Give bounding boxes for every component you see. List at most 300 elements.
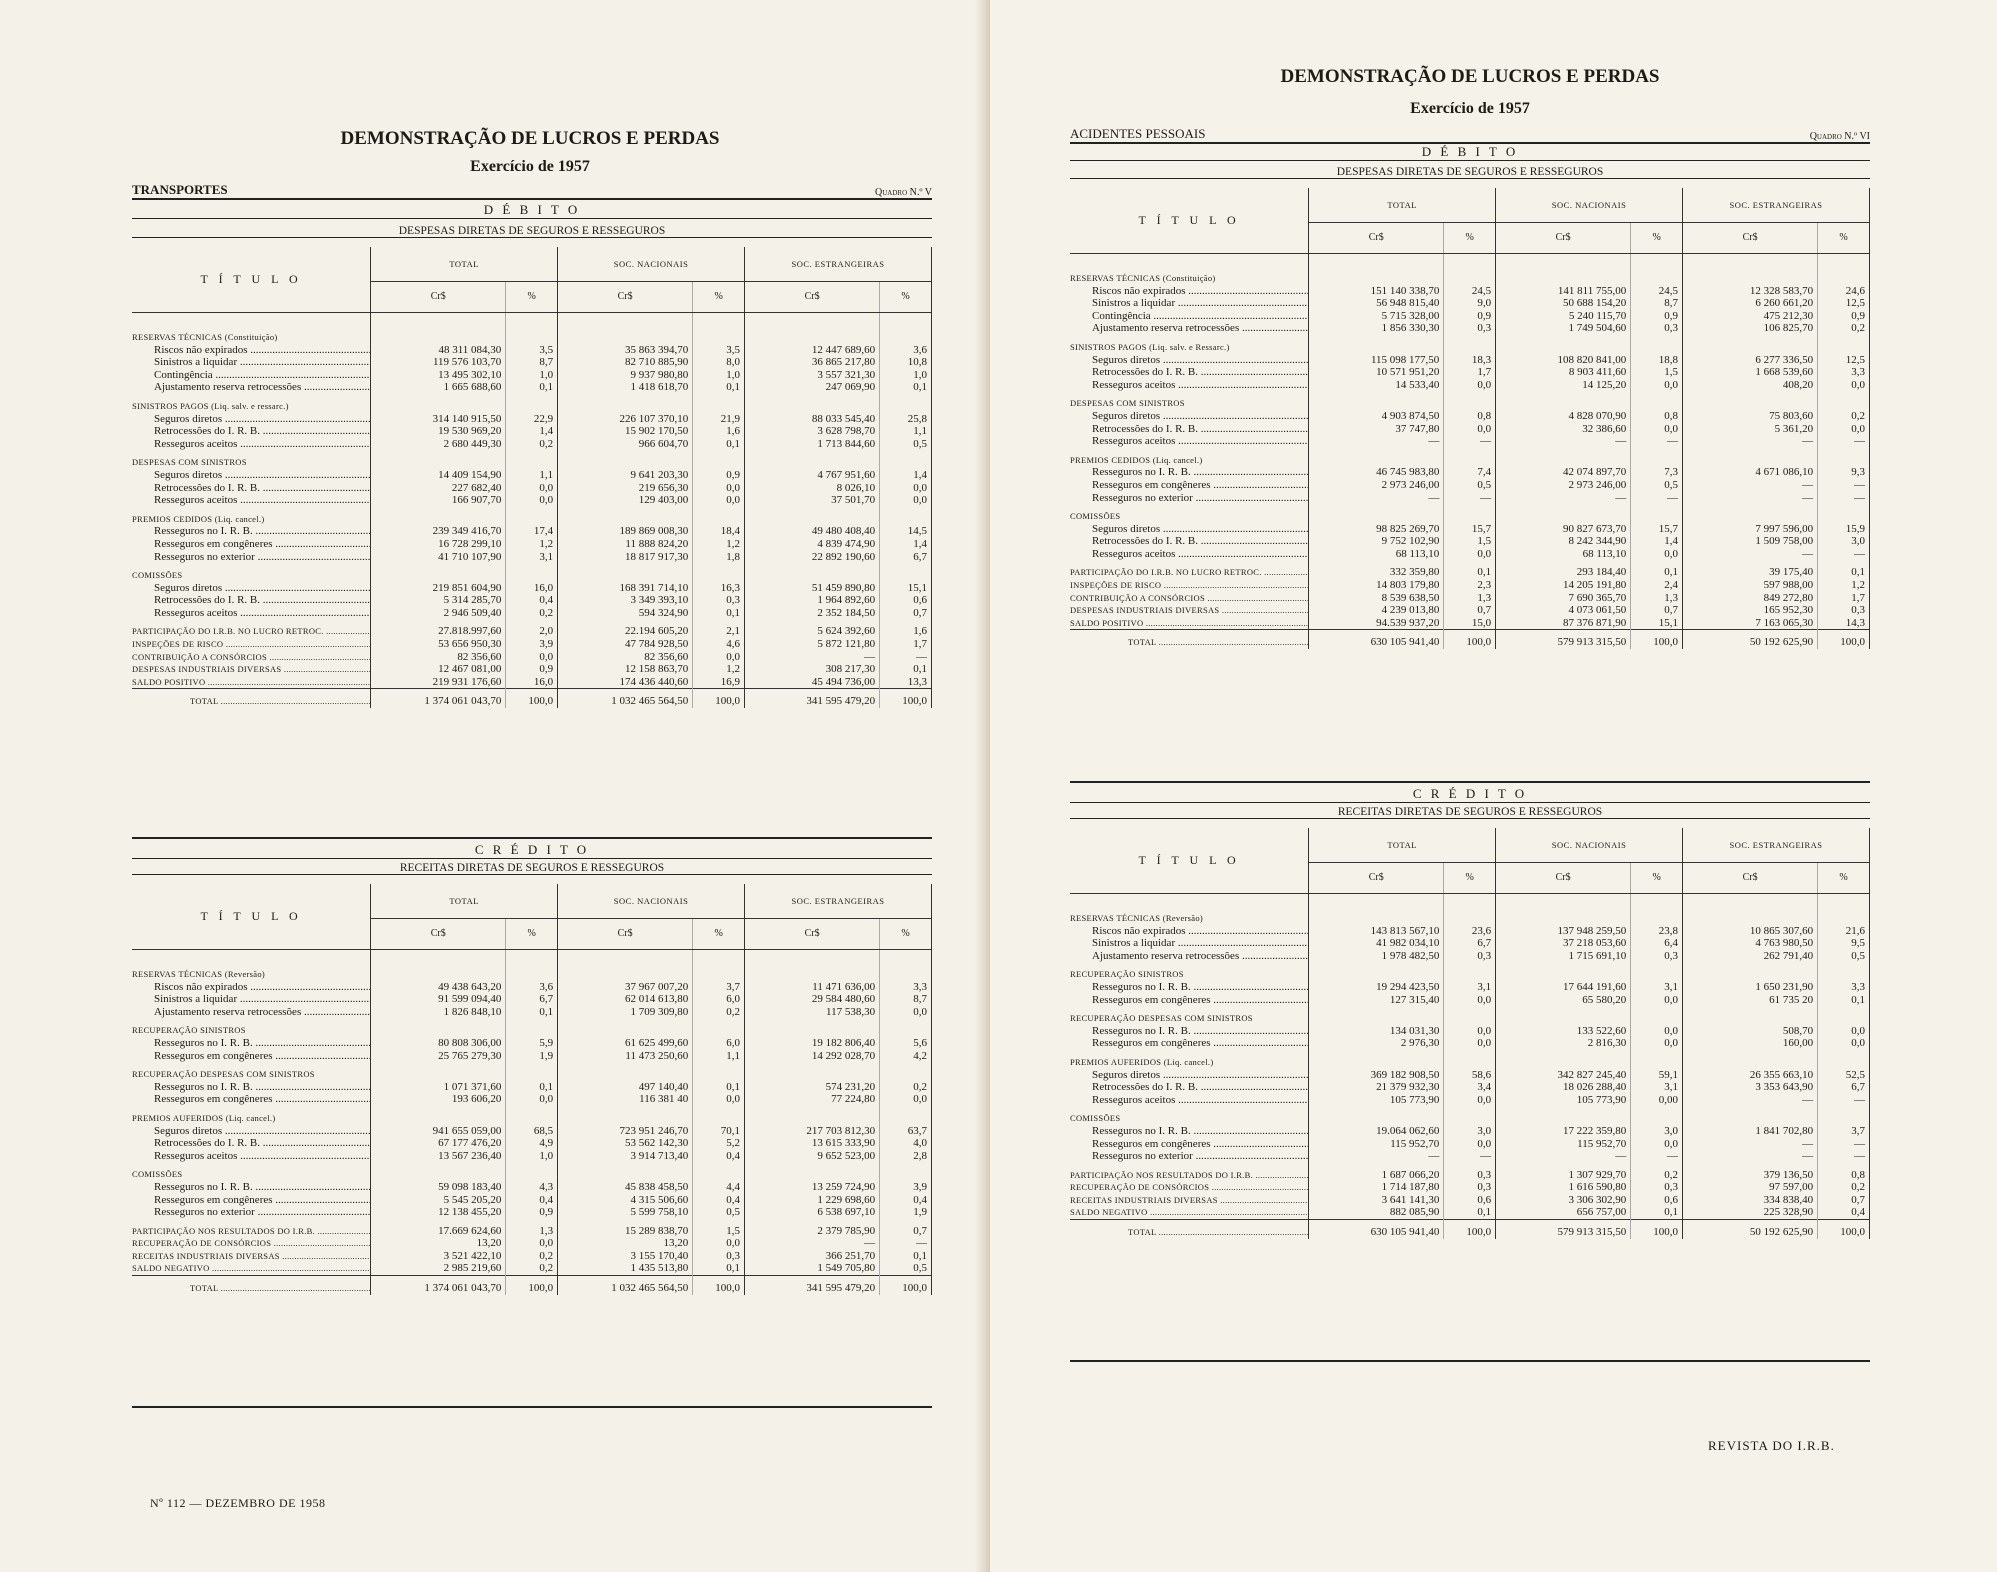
empty-cell [558, 513, 693, 526]
group-heading-row [132, 1024, 932, 1037]
amount-value: 2 985 219,60 [371, 1262, 506, 1275]
percent-value: 1,5 [1444, 535, 1496, 548]
group-heading: PREMIOS CEDIDOS (Liq. cancel.) [132, 513, 371, 526]
amount-value: 1 841 702,80 [1683, 1125, 1818, 1138]
amount-value: 4 073 061,50 [1496, 604, 1631, 617]
amount-value: — [745, 651, 880, 664]
amount-value: 4 315 506,60 [558, 1194, 693, 1207]
amount-value: 3 521 422,10 [371, 1250, 506, 1263]
percent-value: 3,6 [880, 344, 932, 357]
percent-value: 100,0 [880, 689, 932, 708]
percent-value: 1,9 [880, 1206, 932, 1219]
amount-value: 579 913 315,50 [1496, 1220, 1631, 1239]
percent-value: 2,4 [1631, 579, 1683, 592]
spacer-cell [506, 950, 558, 969]
spacer-cell [1309, 254, 1444, 273]
percent-header: % [880, 282, 932, 313]
percent-value: 1,7 [1818, 592, 1870, 605]
amount-value: 168 391 714,10 [558, 582, 693, 595]
percent-value: 59,1 [1631, 1069, 1683, 1082]
percent-value: 0,9 [1818, 310, 1870, 323]
column-group-header: SOC. NACIONAIS [1496, 828, 1683, 863]
percent-value: — [880, 1237, 932, 1250]
table-row [1070, 1169, 1870, 1182]
percent-value: 0,1 [1444, 1206, 1496, 1219]
empty-cell [558, 456, 693, 469]
amount-value: 13 259 724,90 [745, 1181, 880, 1194]
group-heading-row [132, 1112, 932, 1125]
percent-value: 1,4 [880, 538, 932, 551]
empty-cell [371, 456, 506, 469]
row-label: Resseguros em congêneres ..... [132, 1093, 371, 1106]
percent-value: 16,0 [506, 582, 558, 595]
percent-value: 1,2 [693, 538, 745, 551]
empty-cell [1309, 454, 1444, 467]
amount-value: 45 494 736,00 [745, 676, 880, 689]
percent-value: — [1631, 492, 1683, 505]
empty-cell [1309, 272, 1444, 285]
percent-value: 0,0 [1631, 1037, 1683, 1050]
row-label: Contingência ..... [132, 369, 371, 382]
row-label: Resseguros aceitos ..... [1070, 379, 1309, 392]
amount-value: 219 931 176,60 [371, 676, 506, 689]
column-group-header: TOTAL [1309, 188, 1496, 223]
percent-value: 3,5 [693, 344, 745, 357]
empty-cell [880, 569, 932, 582]
table-row [1070, 435, 1870, 448]
amount-value: 5 715 328,00 [1309, 310, 1444, 323]
group-heading: DESPESAS COM SINISTROS [132, 456, 371, 469]
group-heading-row [1070, 1012, 1870, 1025]
group-heading: COMISSÕES [1070, 510, 1309, 523]
percent-value: 4,9 [506, 1137, 558, 1150]
row-label: Riscos não expirados ..... [132, 981, 371, 994]
amount-value: 1 616 590,80 [1496, 1181, 1631, 1194]
amount-value: 19 530 969,20 [371, 425, 506, 438]
percent-value: 0,8 [1631, 410, 1683, 423]
currency-header: Cr$ [1309, 223, 1444, 254]
debito-band: D É B I T O [1070, 144, 1870, 161]
row-label: Retrocessões do I. R. B. ..... [1070, 1081, 1309, 1094]
amount-value: 137 948 259,50 [1496, 925, 1631, 938]
amount-value: 366 251,70 [745, 1250, 880, 1263]
amount-value: 17.669 624,60 [371, 1225, 506, 1238]
row-label: Retrocessões do I. R. B. ..... [1070, 366, 1309, 379]
amount-value: 1 826 848,10 [371, 1006, 506, 1019]
percent-value: 0,1 [506, 1006, 558, 1019]
amount-value: 1 713 844,60 [745, 438, 880, 451]
amount-value: 134 031,30 [1309, 1025, 1444, 1038]
column-group-header: SOC. NACIONAIS [558, 247, 745, 282]
percent-value: 0,1 [880, 663, 932, 676]
empty-cell [1818, 454, 1870, 467]
empty-cell [1444, 968, 1496, 981]
amount-value: 17 222 359,80 [1496, 1125, 1631, 1138]
table-row [132, 482, 932, 495]
table-row [132, 676, 932, 689]
currency-header: Cr$ [1496, 223, 1631, 254]
percent-value: 3,9 [880, 1181, 932, 1194]
percent-value: 25,8 [880, 413, 932, 426]
row-label: Sinistros a liquidar ..... [1070, 297, 1309, 310]
amount-value: 2 973 246,00 [1309, 479, 1444, 492]
amount-value: 4 903 874,50 [1309, 410, 1444, 423]
amount-value: 4 828 070,90 [1496, 410, 1631, 423]
amount-value: — [1683, 435, 1818, 448]
group-heading-row [132, 400, 932, 413]
percent-value: 100,0 [693, 1276, 745, 1295]
row-label: Sinistros a liquidar ..... [132, 356, 371, 369]
percent-value: 0,2 [693, 1006, 745, 1019]
empty-cell [1309, 912, 1444, 925]
amount-value: 262 791,40 [1683, 950, 1818, 963]
amount-value: 11 473 250,60 [558, 1050, 693, 1063]
amount-value: 3 306 302,90 [1496, 1194, 1631, 1207]
amount-value: 656 757,00 [1496, 1206, 1631, 1219]
row-label: DESPESAS INDUSTRIAIS DIVERSAS ..... [132, 663, 371, 676]
section-name: ACIDENTES PESSOAIS [1070, 126, 1206, 141]
amount-value: 49 480 408,40 [745, 525, 880, 538]
amount-value: 13 615 333,90 [745, 1137, 880, 1150]
amount-value: 10 571 951,20 [1309, 366, 1444, 379]
percent-value: 0,0 [1444, 1025, 1496, 1038]
percent-value: 3,1 [506, 551, 558, 564]
percent-value: 1,7 [1444, 366, 1496, 379]
amount-value: 13,20 [371, 1237, 506, 1250]
empty-cell [1818, 397, 1870, 410]
amount-value: 39 175,40 [1683, 566, 1818, 579]
amount-value: 62 014 613,80 [558, 993, 693, 1006]
spacer-cell [371, 950, 506, 969]
percent-value: 3,5 [506, 344, 558, 357]
titulo-header: T Í T U L O [132, 884, 371, 950]
percent-value: 0,4 [693, 1150, 745, 1163]
amount-value: 579 913 315,50 [1496, 630, 1631, 649]
percent-header: % [1818, 223, 1870, 254]
row-label: Resseguros no I. R. B. ..... [132, 1037, 371, 1050]
row-label: PARTICIPAÇÃO NOS RESULTADOS DO I.R.B. ..... [132, 1225, 371, 1238]
amount-value: 75 803,60 [1683, 410, 1818, 423]
percent-value: 0,1 [693, 438, 745, 451]
percent-value: 3,9 [506, 638, 558, 651]
percent-value: 0,0 [880, 1093, 932, 1106]
table-row [1070, 981, 1870, 994]
currency-header: Cr$ [371, 919, 506, 950]
percent-value: 3,6 [506, 981, 558, 994]
spacer-cell [558, 313, 693, 332]
amount-value: — [1309, 1150, 1444, 1163]
row-label: Seguros diretos ..... [132, 1125, 371, 1138]
amount-value: — [1683, 492, 1818, 505]
empty-cell [371, 1024, 506, 1037]
percent-value: 0,5 [880, 1262, 932, 1275]
amount-value: — [1309, 492, 1444, 505]
amount-value: 6 538 697,10 [745, 1206, 880, 1219]
amount-value: 219 851 604,90 [371, 582, 506, 595]
percent-value: — [1818, 479, 1870, 492]
empty-cell [1309, 397, 1444, 410]
empty-cell [1683, 1056, 1818, 1069]
amount-value: 5 872 121,80 [745, 638, 880, 651]
spacer-cell [371, 313, 506, 332]
percent-value: 3,3 [1818, 981, 1870, 994]
page-title: DEMONSTRAÇÃO DE LUCROS E PERDAS [1280, 66, 1660, 87]
amount-value: 53 656 950,30 [371, 638, 506, 651]
percent-value: — [1631, 435, 1683, 448]
empty-cell [745, 569, 880, 582]
header-row [132, 884, 932, 919]
amount-value: 9 652 523,00 [745, 1150, 880, 1163]
table-row [1070, 535, 1870, 548]
empty-cell [1683, 454, 1818, 467]
table-row [132, 1050, 932, 1063]
empty-cell [1683, 1112, 1818, 1125]
amount-value: — [745, 1237, 880, 1250]
credito-subtitle: RECEITAS DIRETAS DE SEGUROS E RESSEGUROS [132, 862, 932, 875]
total-row [132, 1276, 932, 1295]
amount-value: 21 379 932,30 [1309, 1081, 1444, 1094]
spacer-cell [1631, 254, 1683, 273]
empty-cell [693, 1112, 745, 1125]
percent-value: 0,7 [1818, 1194, 1870, 1207]
amount-value: 116 381 40 [558, 1093, 693, 1106]
amount-value: 29 584 480,60 [745, 993, 880, 1006]
row-label: Resseguros em congêneres ..... [1070, 994, 1309, 1007]
amount-value: 82 356,60 [371, 651, 506, 664]
row-label: Ajustamento reserva retrocessões ..... [132, 1006, 371, 1019]
amount-value: 1 374 061 043,70 [371, 1276, 506, 1295]
amount-value: 115 952,70 [1496, 1138, 1631, 1151]
empty-cell [1631, 272, 1683, 285]
percent-value: 0,1 [506, 381, 558, 394]
percent-value: 7,3 [1631, 466, 1683, 479]
amount-value: 108 820 841,00 [1496, 354, 1631, 367]
amount-value: 408,20 [1683, 379, 1818, 392]
percent-value: 0,6 [880, 594, 932, 607]
group-heading-row [1070, 912, 1870, 925]
percent-value: 15,7 [1631, 523, 1683, 536]
amount-value: 594 324,90 [558, 607, 693, 620]
total-label: TOTAL ..... [132, 1276, 371, 1295]
percent-value: — [880, 651, 932, 664]
spacer-cell [1496, 254, 1631, 273]
empty-cell [371, 513, 506, 526]
table-row [132, 993, 932, 1006]
table-row [132, 356, 932, 369]
empty-cell [745, 1168, 880, 1181]
percent-value: 3,1 [1631, 1081, 1683, 1094]
percent-value: 15,1 [1631, 617, 1683, 630]
percent-value: 0,9 [1631, 310, 1683, 323]
empty-cell [880, 513, 932, 526]
amount-value: 13,20 [558, 1237, 693, 1250]
group-heading: RECUPERAÇÃO SINISTROS [132, 1024, 371, 1037]
column-group-header: TOTAL [371, 884, 558, 919]
group-heading: COMISSÕES [1070, 1112, 1309, 1125]
row-label: Contingência ..... [1070, 310, 1309, 323]
table-row [132, 1194, 932, 1207]
amount-value: 18 817 917,30 [558, 551, 693, 564]
group-heading-row [1070, 454, 1870, 467]
amount-value: 5 624 392,60 [745, 625, 880, 638]
row-label: PARTICIPAÇÃO DO I.R.B. NO LUCRO RETROC. ..... [132, 625, 371, 638]
percent-value: 0,0 [1631, 1138, 1683, 1151]
empty-cell [1631, 1056, 1683, 1069]
empty-cell [1309, 341, 1444, 354]
amount-value: 49 438 643,20 [371, 981, 506, 994]
percent-value: 0,2 [506, 438, 558, 451]
group-heading-row [1070, 968, 1870, 981]
empty-cell [1818, 912, 1870, 925]
table-row [1070, 285, 1870, 298]
percent-value: 5,6 [880, 1037, 932, 1050]
table-row [1070, 366, 1870, 379]
amount-value: 174 436 440,60 [558, 676, 693, 689]
empty-cell [1818, 1056, 1870, 1069]
amount-value: 14 409 154,90 [371, 469, 506, 482]
empty-cell [693, 1024, 745, 1037]
empty-cell [693, 331, 745, 344]
empty-cell [1496, 1056, 1631, 1069]
amount-value: — [1496, 492, 1631, 505]
percent-value: 0,6 [1631, 1194, 1683, 1207]
table-row [132, 1006, 932, 1019]
group-heading: RECUPERAÇÃO DESPESAS COM SINISTROS [1070, 1012, 1309, 1025]
empty-cell [1631, 454, 1683, 467]
percent-value: 0,0 [1444, 1138, 1496, 1151]
total-row [1070, 630, 1870, 649]
debito-subtitle: DESPESAS DIRETAS DE SEGUROS E RESSEGUROS [132, 225, 932, 238]
percent-value: — [1818, 435, 1870, 448]
empty-cell [1631, 912, 1683, 925]
percent-value: 16,9 [693, 676, 745, 689]
table-row [132, 582, 932, 595]
amount-value: 115 952,70 [1309, 1138, 1444, 1151]
percent-value: 0,00 [1631, 1094, 1683, 1107]
amount-value: 5 599 758,10 [558, 1206, 693, 1219]
page-title: DEMONSTRAÇÃO DE LUCROS E PERDAS [340, 128, 720, 149]
left-page [0, 0, 990, 1572]
page-footer: REVISTA DO I.R.B. [1708, 1438, 1835, 1453]
amount-value: 32 386,60 [1496, 423, 1631, 436]
percent-value: 0,0 [506, 1237, 558, 1250]
table-row [132, 344, 932, 357]
total-label: TOTAL ..... [1070, 1220, 1309, 1239]
page-footer: Nº 112 — DEZEMBRO DE 1958 [150, 1496, 326, 1510]
page-subtitle: Exercício de 1957 [1410, 100, 1530, 117]
empty-cell [1818, 341, 1870, 354]
percent-header: % [693, 282, 745, 313]
percent-value: 0,1 [693, 607, 745, 620]
percent-value: 0,5 [880, 438, 932, 451]
percent-value: 0,8 [1818, 1169, 1870, 1182]
header-row [1070, 828, 1870, 863]
amount-value: 77 224,80 [745, 1093, 880, 1106]
percent-value: 10,8 [880, 356, 932, 369]
row-label: Resseguros no I. R. B. ..... [132, 525, 371, 538]
empty-cell [371, 569, 506, 582]
row-label: Ajustamento reserva retrocessões ..... [1070, 322, 1309, 335]
percent-value: 13,3 [880, 676, 932, 689]
group-heading: RECUPERAÇÃO DESPESAS COM SINISTROS [132, 1068, 371, 1081]
percent-value: 1,3 [506, 1225, 558, 1238]
empty-cell [1444, 912, 1496, 925]
percent-value: 0,4 [880, 1194, 932, 1207]
percent-value: 8,7 [1631, 297, 1683, 310]
table-row [132, 1206, 932, 1219]
percent-value: 0,3 [1444, 1169, 1496, 1182]
amount-value: 12 158 863,70 [558, 663, 693, 676]
amount-value: 87 376 871,90 [1496, 617, 1631, 630]
amount-value: 7 163 065,30 [1683, 617, 1818, 630]
percent-value: 1,5 [1631, 366, 1683, 379]
spacer-cell [132, 313, 371, 332]
row-label: Seguros diretos ..... [132, 413, 371, 426]
percent-value: 9,5 [1818, 937, 1870, 950]
empty-cell [506, 569, 558, 582]
percent-value: 0,4 [506, 1194, 558, 1207]
percent-value: 6,7 [880, 551, 932, 564]
amount-value: 141 811 755,00 [1496, 285, 1631, 298]
spacer-row [132, 313, 932, 332]
row-label: Sinistros a liquidar ..... [1070, 937, 1309, 950]
debito-table [132, 247, 932, 708]
amount-value: 369 182 908,50 [1309, 1069, 1444, 1082]
percent-value: 0,5 [693, 1206, 745, 1219]
table-row [132, 1150, 932, 1163]
percent-value: 4,3 [506, 1181, 558, 1194]
percent-value: 100,0 [880, 1276, 932, 1295]
spacer-cell [558, 950, 693, 969]
table-row [132, 1093, 932, 1106]
row-label: SALDO NEGATIVO ..... [132, 1262, 371, 1275]
row-label: SALDO NEGATIVO ..... [1070, 1206, 1309, 1219]
amount-value: 1 668 539,60 [1683, 366, 1818, 379]
percent-value: 8,0 [693, 356, 745, 369]
row-label: INSPEÇÕES DE RISCO ..... [1070, 579, 1309, 592]
table-row [1070, 379, 1870, 392]
percent-value: 0,2 [1818, 322, 1870, 335]
spacer-cell [880, 950, 932, 969]
empty-cell [745, 968, 880, 981]
credito-table [132, 884, 932, 1295]
amount-value: 117 538,30 [745, 1006, 880, 1019]
percent-value: 0,0 [1818, 1025, 1870, 1038]
row-label: Resseguros no I. R. B. ..... [132, 1081, 371, 1094]
amount-value: 2 973 246,00 [1496, 479, 1631, 492]
percent-value: 1,6 [880, 625, 932, 638]
table-row [132, 1037, 932, 1050]
percent-header: % [1631, 223, 1683, 254]
empty-cell [1818, 968, 1870, 981]
spacer-cell [1683, 894, 1818, 913]
percent-value: 0,3 [1444, 1181, 1496, 1194]
amount-value: 219 656,30 [558, 482, 693, 495]
percent-header: % [1631, 863, 1683, 894]
empty-cell [1683, 397, 1818, 410]
spacer-cell [1496, 894, 1631, 913]
currency-header: Cr$ [558, 282, 693, 313]
percent-value: 0,3 [1631, 322, 1683, 335]
spacer-cell [880, 313, 932, 332]
row-label: Resseguros aceitos ..... [1070, 1094, 1309, 1107]
amount-value: 574 231,20 [745, 1081, 880, 1094]
percent-value: 23,6 [1444, 925, 1496, 938]
amount-value: 22.194 605,20 [558, 625, 693, 638]
percent-header: % [506, 919, 558, 950]
column-group-header: SOC. ESTRANGEIRAS [1683, 828, 1870, 863]
spacer-cell [1070, 254, 1309, 273]
